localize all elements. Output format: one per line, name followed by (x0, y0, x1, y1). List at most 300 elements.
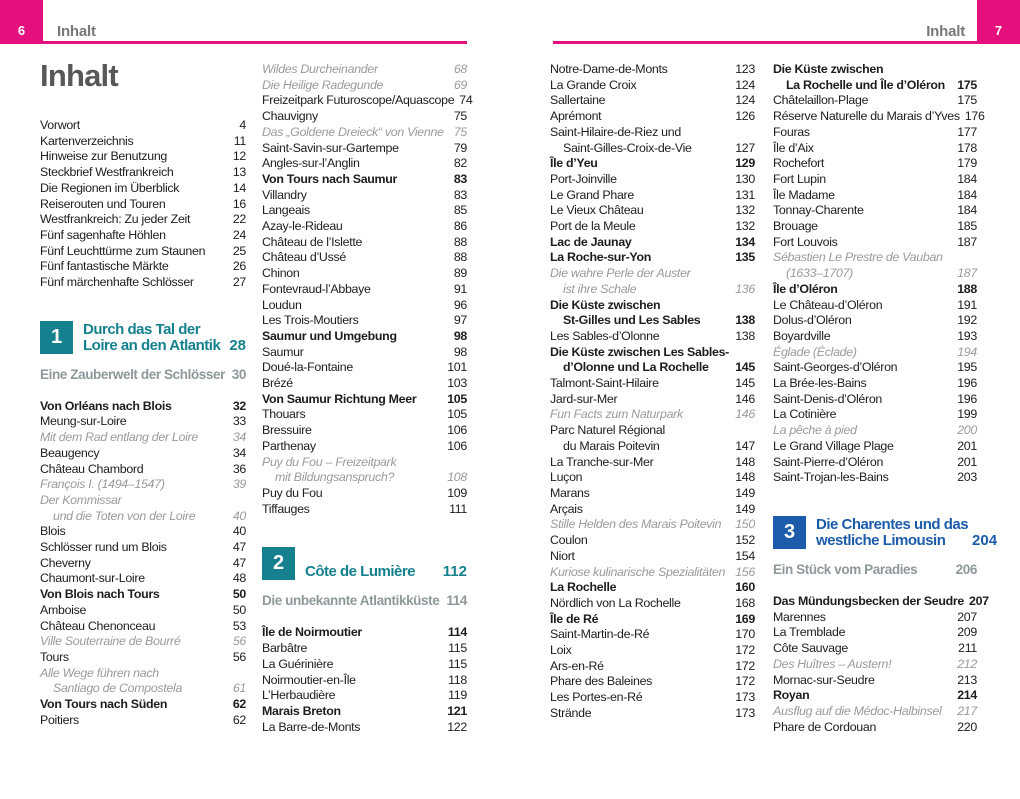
subsection-header (262, 593, 467, 608)
toc-entry (773, 188, 977, 204)
entry-page-number: 168 (735, 595, 755, 610)
toc-entry (262, 109, 467, 125)
toc-entry (550, 439, 755, 455)
toc-entry (550, 643, 755, 659)
toc-entry (550, 298, 755, 314)
entry-title: Saint-Gilles-Croix-de-Vie (563, 140, 692, 155)
entry-title: Île Madame (773, 187, 835, 202)
entry-title: Saint-Trojan-les-Bains (773, 470, 889, 485)
toc-entry (773, 282, 977, 298)
entry-page-number: 172 (735, 658, 755, 673)
toc-entry (773, 625, 977, 641)
entry-page-number: 14 (232, 180, 246, 195)
entry-page-number: 101 (447, 360, 467, 375)
entry-page-number: 88 (453, 234, 467, 249)
entry-page-number: 156 (735, 564, 755, 579)
entry-title: Loudun (262, 297, 302, 312)
entry-title: Le Vieux Château (550, 203, 644, 218)
entry-page-number: 175 (957, 93, 977, 108)
entry-title: Thouars (262, 407, 306, 422)
toc-entry (550, 706, 755, 722)
toc-entry (550, 282, 755, 298)
toc-entry (40, 603, 246, 619)
toc-entry (40, 493, 246, 509)
toc-entry (262, 188, 467, 204)
entry-page-number: 11 (233, 133, 246, 148)
entry-title: Saint-Pierre-d’Oléron (773, 454, 884, 469)
entry-title: La Cotinière (773, 407, 837, 422)
entry-page-number: 40 (232, 524, 246, 539)
entry-title: Fünf Leuchttürme zum Staunen (40, 243, 206, 258)
entry-page-number: 16 (232, 196, 246, 211)
section-title-line: Côte de Lumière (305, 563, 416, 581)
entry-page-number: 83 (453, 187, 467, 202)
entry-page-number: 196 (957, 391, 977, 406)
entry-page-number: 135 (735, 250, 755, 265)
entry-page-number: 160 (735, 580, 755, 595)
entry-title: Boyardville (773, 328, 831, 343)
entry-title: Le Grand Village Plage (773, 438, 894, 453)
entry-title: Ars-en-Ré (550, 658, 604, 673)
section-header (773, 515, 998, 549)
entry-page-number: 126 (735, 109, 755, 124)
toc-entry (262, 704, 467, 720)
entry-title: du Marais Poitevin (563, 438, 660, 453)
entry-title: Les Trois-Moutiers (262, 313, 359, 328)
toc-entry (773, 673, 977, 689)
entry-page-number: 109 (447, 485, 467, 500)
toc-entry (550, 266, 755, 282)
toc-entry (40, 399, 246, 415)
entry-page-number: 169 (735, 611, 755, 626)
entry-title: Steckbrief Westfrankreich (40, 165, 174, 180)
toc-entry (40, 524, 246, 540)
entry-title: Fünf fantastische Märkte (40, 259, 169, 274)
toc-entry (40, 430, 246, 446)
entry-page-number: 138 (735, 313, 755, 328)
entry-page-number: 13 (232, 165, 246, 180)
header-rule-right (553, 41, 977, 44)
toc-entry (40, 149, 246, 165)
entry-page-number: 121 (447, 703, 467, 718)
entry-title: Île de Noirmoutier (262, 625, 362, 640)
entry-page-number: 106 (447, 438, 467, 453)
entry-page-number: 122 (447, 719, 467, 734)
entry-page-number: 118 (448, 672, 467, 687)
entry-page-number: 105 (447, 407, 467, 422)
entry-title: Château Chambord (40, 461, 144, 476)
toc-entry (40, 462, 246, 478)
toc-column-4 (773, 62, 998, 735)
entry-title: Fontevraud-l’Abbaye (262, 281, 371, 296)
entry-page-number: 184 (957, 187, 977, 202)
section-title (305, 547, 415, 580)
entry-title: Die Küste zwischen Les Sables- (550, 344, 729, 359)
entry-page-number: 105 (447, 391, 467, 406)
entry-title: Île d’Oléron (773, 281, 838, 296)
toc-entry (773, 593, 989, 610)
entry-page-number: 127 (735, 140, 755, 155)
entry-page-number: 68 (453, 62, 467, 76)
entry-title: Der Kommissar (40, 492, 122, 507)
section-number-badge: 3 (773, 516, 806, 549)
entry-title: François I. (1494–1547) (40, 477, 165, 492)
toc-entry (550, 360, 755, 376)
entry-page-number: 138 (735, 328, 755, 343)
toc-entry (550, 533, 755, 549)
toc-entry (40, 697, 246, 713)
entry-page-number: 62 (232, 712, 246, 727)
entry-page-number: 203 (957, 470, 977, 485)
entry-page-number: 115 (448, 641, 467, 656)
entry-page-number: 209 (957, 625, 977, 640)
entry-page-number: 98 (453, 328, 467, 343)
toc-entry (262, 423, 467, 439)
toc-entry (550, 172, 755, 188)
entry-title: und die Toten von der Loire (53, 508, 196, 523)
entry-title: mit Bildungsanspruch? (275, 470, 395, 485)
entry-title: L’Herbaudière (262, 688, 336, 703)
running-header-right: Inhalt (926, 23, 965, 40)
entry-title: Le Grand Phare (550, 187, 634, 202)
toc-entry (262, 486, 467, 502)
entry-title: Beaugency (40, 445, 100, 460)
toc-entry (40, 197, 246, 213)
entry-page-number: 33 (232, 414, 246, 429)
entry-title: Angles-sur-l’Anglin (262, 156, 360, 171)
entry-page-number: 26 (232, 259, 246, 274)
entry-title: Azay-le-Rideau (262, 219, 343, 234)
entry-page-number: 196 (957, 376, 977, 391)
entry-page-number: 207 (968, 593, 989, 608)
entry-title: Tonnay-Charente (773, 203, 864, 218)
entry-page-number: 154 (735, 548, 755, 563)
toc-entry (773, 704, 977, 720)
entry-title: Brouage (773, 219, 818, 234)
entry-title: Talmont-Saint-Hilaire (550, 376, 659, 391)
entry-title: Wildes Durcheinander (262, 62, 378, 76)
entry-page-number: 152 (735, 533, 755, 548)
section-title-line: Die Charentes und das (816, 515, 969, 533)
section-title (83, 321, 220, 354)
page-title: Inhalt (40, 58, 118, 93)
entry-title: Nördlich von La Rochelle (550, 595, 681, 610)
entry-page-number: 146 (735, 407, 755, 422)
toc-entry (773, 219, 977, 235)
entry-title: Das „Goldene Dreieck“ von Vienne (262, 124, 444, 139)
entry-page-number: 184 (957, 203, 977, 218)
toc-entry (773, 657, 977, 673)
entry-title: Strände (550, 705, 592, 720)
entry-title: Das Mündungsbecken der Seudre (773, 593, 964, 608)
entry-page-number: 34 (232, 430, 246, 445)
entry-title: Vorwort (40, 118, 80, 132)
entry-title: Le Château-d’Oléron (773, 297, 883, 312)
entry-page-number: 149 (735, 501, 755, 516)
entry-title: Kuriose kulinarische Spezialitäten (550, 564, 726, 579)
toc-entry (550, 549, 755, 565)
toc-entry (262, 673, 467, 689)
toc-entry (40, 165, 246, 181)
section-number-badge: 2 (262, 547, 295, 580)
toc-entry (40, 571, 246, 587)
entry-page-number: 83 (453, 171, 467, 186)
entry-page-number: 148 (735, 470, 755, 485)
entry-page-number: 150 (735, 517, 755, 532)
entry-title: Cheverny (40, 555, 91, 570)
entry-page-number: 177 (957, 124, 977, 139)
toc-entry (550, 423, 755, 439)
entry-page-number: 129 (735, 156, 755, 171)
entry-title: Marennes (773, 609, 826, 624)
section-page-number: 204 (972, 531, 998, 549)
toc-entry (40, 134, 246, 150)
toc-entry (773, 439, 977, 455)
entry-page-number: 56 (232, 634, 246, 649)
toc-entry (773, 298, 977, 314)
entry-page-number: 131 (735, 187, 755, 202)
toc-entry (550, 580, 755, 596)
entry-title: Saint-Martin-de-Ré (550, 627, 650, 642)
toc-entry (550, 329, 755, 345)
toc-entry (262, 235, 467, 251)
toc-entry (262, 93, 473, 109)
toc-entry (262, 298, 467, 314)
entry-title: Île d’Yeu (550, 156, 598, 171)
entry-title: Villandry (262, 187, 307, 202)
entry-page-number: 24 (232, 227, 246, 242)
entry-title: La Brée-les-Bains (773, 376, 867, 391)
entry-title: Île de Ré (550, 611, 599, 626)
entry-title: Saint-Savin-sur-Gartempe (262, 140, 399, 155)
toc-entry (40, 713, 246, 729)
subsection-page-number: 30 (231, 366, 246, 382)
entry-title: Puy du Fou – Freizeitpark (262, 454, 397, 469)
toc-column-2 (262, 62, 473, 735)
toc-entry (262, 156, 467, 172)
entry-title: Des Huîtres – Austern! (773, 656, 892, 671)
toc-entry (550, 612, 755, 628)
toc-entry (262, 62, 467, 78)
entry-title: Kartenverzeichnis (40, 133, 134, 148)
entry-page-number (972, 62, 977, 78)
entry-page-number: 170 (735, 627, 755, 642)
toc-entry (40, 275, 246, 291)
toc-entry (40, 666, 246, 682)
entry-title: Von Saumur Richtung Meer (262, 391, 417, 406)
toc-entry (550, 345, 755, 361)
entry-page-number (241, 493, 246, 509)
entry-title: Églade (Éclade) (773, 344, 857, 359)
entry-title: Bressuire (262, 423, 312, 438)
entry-title: Sallertaine (550, 93, 606, 108)
entry-title: Rochefort (773, 156, 825, 171)
toc-entry (773, 141, 977, 157)
entry-page-number: 85 (453, 203, 467, 218)
toc-entry (550, 486, 755, 502)
entry-title: Phare de Cordouan (773, 719, 877, 734)
entry-page-number: 201 (957, 454, 977, 469)
toc-entry (262, 376, 467, 392)
toc-entry (262, 625, 467, 641)
entry-title: Luçon (550, 470, 583, 485)
entry-title: Fünf sagenhafte Höhlen (40, 227, 166, 242)
entry-title: La pêche à pied (773, 423, 857, 438)
entry-title: La Roche-sur-Yon (550, 250, 651, 265)
entry-title: Noirmoutier-en-Île (262, 672, 356, 687)
entry-title: Parthenay (262, 438, 316, 453)
toc-entry (773, 376, 977, 392)
entry-page-number: 187 (957, 234, 977, 249)
toc-entry (262, 407, 467, 423)
running-header-left: Inhalt (57, 23, 96, 40)
section-page-number: 112 (442, 563, 467, 581)
toc-entry (773, 93, 977, 109)
toc-entry (40, 509, 246, 525)
toc-entry (262, 360, 467, 376)
entry-page-number: 134 (735, 234, 755, 249)
entry-page-number: 12 (232, 149, 246, 164)
entry-title: Von Tours nach Saumur (262, 171, 398, 186)
toc-entry (262, 125, 467, 141)
entry-title: La Guérinière (262, 656, 334, 671)
section-page-number: 28 (229, 336, 246, 354)
entry-title: Royan (773, 688, 810, 703)
entry-title: Coulon (550, 533, 588, 548)
entry-page-number: 82 (453, 156, 467, 171)
entry-title: La Tremblade (773, 625, 846, 640)
toc-entry (262, 329, 467, 345)
toc-entry (773, 610, 977, 626)
entry-page-number: 172 (735, 643, 755, 658)
entry-page-number: 195 (957, 360, 977, 375)
toc-entry (773, 250, 977, 266)
entry-page-number: 40 (232, 508, 246, 523)
entry-page-number: 201 (957, 438, 977, 453)
toc-entry (262, 282, 467, 298)
entry-title: Tiffauges (262, 501, 310, 516)
page-number-box-left (0, 0, 43, 44)
entry-page-number: 88 (453, 250, 467, 265)
entry-title: Île d’Aix (773, 140, 814, 155)
toc-entry (773, 156, 977, 172)
entry-title: Langeais (262, 203, 310, 218)
entry-title: Port-Joinville (550, 171, 617, 186)
entry-page-number: 145 (735, 376, 755, 391)
entry-page-number: 22 (232, 212, 246, 227)
toc-entry (40, 228, 246, 244)
entry-title: La Grande Croix (550, 77, 637, 92)
toc-entry (773, 720, 977, 736)
toc-entry (262, 641, 467, 657)
entry-title: d’Olonne und La Rochelle (563, 360, 709, 375)
entry-title: Saint-Denis-d’Oléron (773, 391, 883, 406)
toc-entry (40, 181, 246, 197)
toc-entry (262, 313, 467, 329)
entry-title: Stille Helden des Marais Poitevin (550, 517, 722, 532)
toc-entry (262, 657, 467, 673)
entry-page-number: 53 (232, 618, 246, 633)
header-rule-left (43, 41, 467, 44)
subsection-title: Ein Stück vom Paradies (773, 561, 918, 577)
toc-entry (550, 62, 755, 78)
entry-page-number: 146 (735, 391, 755, 406)
toc-entry (550, 517, 755, 533)
section-header (40, 321, 246, 354)
toc-entry (40, 619, 246, 635)
entry-title: Marais Breton (262, 703, 341, 718)
entry-page-number: 34 (232, 445, 246, 460)
entry-title: Châtelaillon-Plage (773, 93, 869, 108)
subsection-header (40, 367, 246, 382)
toc-entry (550, 250, 755, 266)
entry-page-number: 178 (957, 140, 977, 155)
entry-title: La Rochelle und Île d’Oléron (786, 77, 945, 92)
toc-entry (40, 446, 246, 462)
toc-entry (773, 470, 977, 486)
entry-page-number: 132 (735, 203, 755, 218)
entry-title: Notre-Dame-de-Monts (550, 62, 668, 76)
entry-title: Château Chenonceau (40, 618, 156, 633)
entry-title: Lac de Jaunay (550, 234, 632, 249)
entry-title: Fouras (773, 124, 810, 139)
entry-title: Tours (40, 649, 69, 664)
toc-entry (550, 470, 755, 486)
section-title-line: westliche Limousin (816, 531, 946, 549)
entry-page-number: 61 (232, 681, 246, 696)
entry-title: Château de l’Islette (262, 234, 363, 249)
page-number-right: 7 (994, 23, 1003, 38)
entry-page-number: 47 (232, 555, 246, 570)
entry-page-number: 79 (453, 140, 467, 155)
entry-title: Amboise (40, 602, 87, 617)
toc-entry (550, 627, 755, 643)
toc-entry (40, 477, 246, 493)
section-header (262, 547, 467, 580)
toc-entry (40, 634, 246, 650)
entry-page-number (750, 345, 755, 361)
entry-title: Blois (40, 524, 66, 539)
toc-entry (550, 188, 755, 204)
entry-title: Freizeitpark Futuroscope/Aquascope (262, 93, 455, 108)
entry-title: Ausflug auf die Médoc-Halbinsel (773, 703, 942, 718)
entry-page-number: 62 (232, 697, 246, 712)
entry-title: Alle Wege führen nach (40, 665, 159, 680)
toc-entry (550, 659, 755, 675)
entry-title: Die wahre Perle der Auster (550, 266, 691, 281)
entry-title: Santiago de Compostela (53, 681, 183, 696)
toc-entry (550, 313, 755, 329)
entry-page-number: 97 (453, 313, 467, 328)
toc-entry (773, 345, 977, 361)
entry-page-number: 108 (447, 470, 467, 485)
entry-page-number: 75 (453, 109, 467, 124)
entry-title: ist ihre Schale (563, 281, 637, 296)
entry-page-number: 86 (453, 219, 467, 234)
toc-entry (773, 360, 977, 376)
toc-entry (40, 118, 246, 134)
entry-page-number: 48 (232, 571, 246, 586)
entry-page-number: 103 (447, 376, 467, 391)
entry-page-number: 75 (453, 124, 467, 139)
subsection-page-number: 206 (955, 561, 977, 577)
section-title (816, 516, 968, 549)
entry-title: Puy du Fou (262, 485, 323, 500)
toc-entry (550, 392, 755, 408)
entry-page-number: 194 (957, 344, 977, 359)
toc-entry (550, 455, 755, 471)
entry-title: Les Sables-d’Olonne (550, 328, 660, 343)
